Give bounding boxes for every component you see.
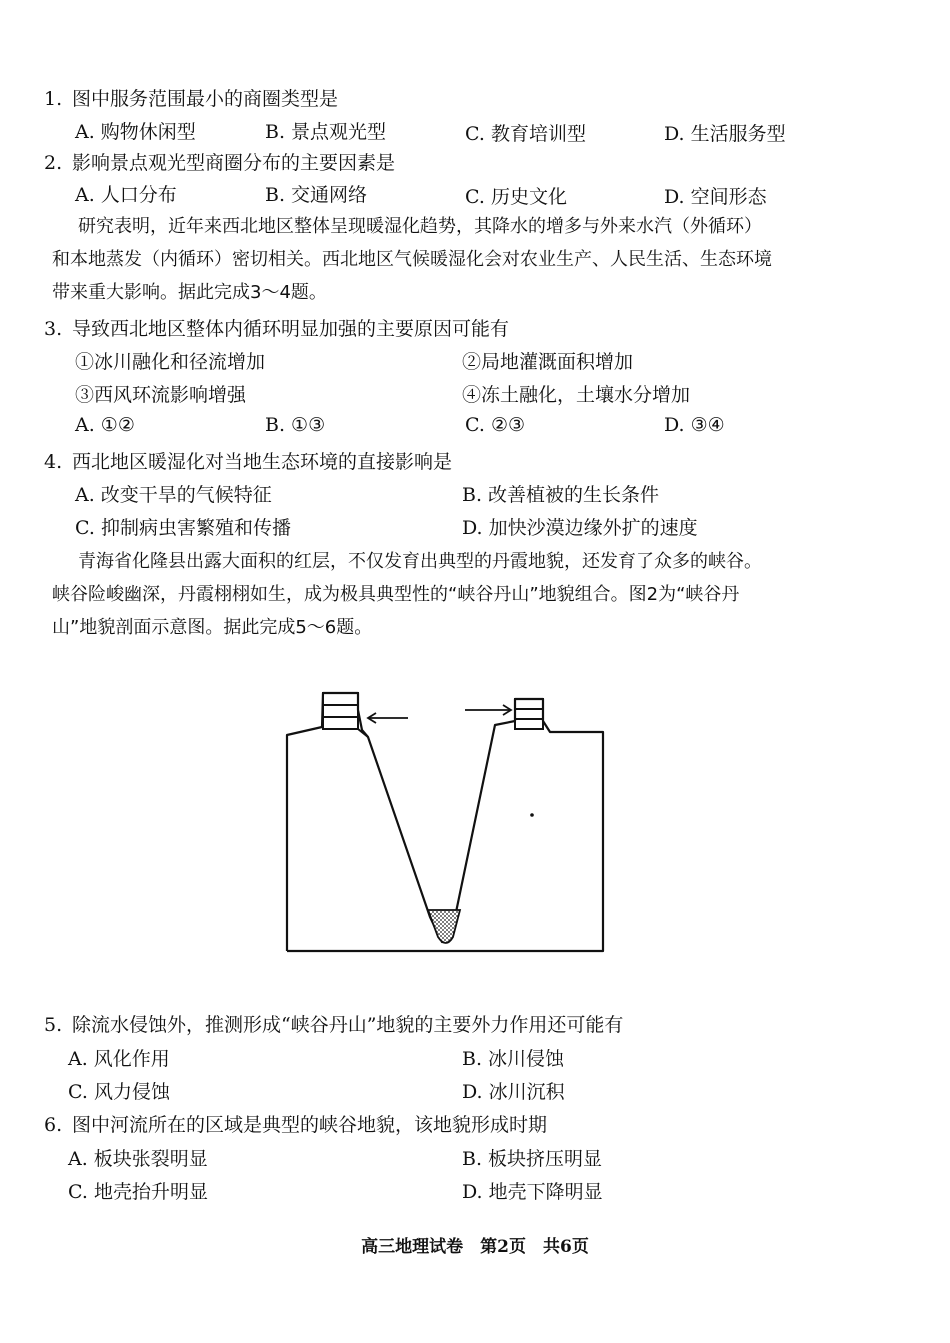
question-text: 图中河流所在的区域是典型的峡谷地貌，该地貌形成时期 [72,1114,548,1136]
passage-line: 和本地蒸发（内循环）密切相关。西北地区气候暖湿化会对农业生产、人民生活、生态环境 [52,249,772,270]
question-1-option-c: C. 教育培训型 [465,123,586,145]
dot-mark [530,813,534,817]
question-5-option-a: A. 风化作用 [68,1048,170,1070]
question-6-option-c: C. 地壳抬升明显 [68,1181,208,1203]
figure-2-canyon-profile [260,655,660,1000]
question-3-option-d: D. ③④ [664,414,725,436]
question-4-option-d: D. 加快沙漠边缘外扩的速度 [462,517,698,539]
question-3-item-4: ④冻土融化，土壤水分增加 [462,384,691,406]
question-text: 图中服务范围最小的商圈类型是 [72,88,339,110]
question-5-option-c: C. 风力侵蚀 [68,1081,170,1103]
question-5-option-b: B. 冰川侵蚀 [462,1048,565,1070]
question-1-option-d: D. 生活服务型 [664,123,786,145]
question-number: 4. [44,451,63,473]
canyon-profile-diagram [260,655,660,1000]
question-3-option-b: B. ①③ [265,414,326,436]
question-2-option-a: A. 人口分布 [75,184,177,206]
question-6-option-b: B. 板块挤压明显 [462,1148,603,1170]
pillar-layer [515,719,543,729]
pillar-layer [515,699,543,709]
question-1-option-a: A. 购物休闲型 [75,121,196,143]
question-text: 导致西北地区整体内循环明显加强的主要原因可能有 [72,318,510,340]
question-3-item-1: ①冰川融化和径流增加 [75,351,266,373]
question-text: 影响景点观光型商圈分布的主要因素是 [72,152,396,174]
question-2-option-d: D. 空间形态 [664,186,767,208]
passage-line: 研究表明，近年来西北地区整体呈现暖湿化趋势，其降水的增多与外来水汽（外循环） [78,216,762,237]
question-5-option-d: D. 冰川沉积 [462,1081,565,1103]
question-text: 西北地区暖湿化对当地生态环境的直接影响是 [72,451,453,473]
pillar-layer [515,709,543,719]
question-text: 除流水侵蚀外，推测形成“峡谷丹山”地貌的主要外力作用还可能有 [72,1014,624,1036]
page-footer: 高三地理试卷 第2页 共6页 [361,1237,589,1257]
question-number: 6. [44,1114,63,1136]
passage-2 [52,545,842,644]
question-3-item-3: ③西风环流影响增强 [75,384,247,406]
mesa-layer [323,705,358,717]
question-1-stem [44,84,338,111]
passage-line: 青海省化隆县出露大面积的红层，不仅发育出典型的丹霞地貌，还发育了众多的峡谷。 [78,551,762,572]
question-4-option-c: C. 抑制病虫害繁殖和传播 [75,517,291,539]
question-1-option-b: B. 景点观光型 [265,121,387,143]
question-6-option-a: A. 板块张裂明显 [68,1148,208,1170]
question-3-item-2: ②局地灌溉面积增加 [462,351,634,373]
question-2-stem [44,148,395,175]
passage-line: 带来重大影响。据此完成3～4题。 [52,282,327,303]
arrow-left-icon [368,713,408,723]
question-6-stem [44,1110,547,1137]
question-3-option-c: C. ②③ [465,414,526,436]
mesa-layer [323,717,358,729]
question-4-option-a: A. 改变干旱的气候特征 [75,484,272,506]
question-3-option-a: A. ①② [75,414,135,436]
question-number: 3. [44,318,63,340]
question-4-option-b: B. 改善植被的生长条件 [462,484,660,506]
river-water [428,910,460,943]
question-number: 2. [44,152,63,174]
question-2-option-b: B. 交通网络 [265,184,368,206]
question-4-stem [44,447,452,474]
mesa-layer [323,693,358,705]
arrow-right-icon [465,705,511,715]
question-number: 1. [44,88,63,110]
question-3-stem [44,314,509,341]
passage-1 [52,210,842,309]
question-6-option-d: D. 地壳下降明显 [462,1181,603,1203]
passage-line: 山”地貌剖面示意图。据此完成5～6题。 [52,617,373,638]
question-number: 5. [44,1014,63,1036]
question-5-stem [44,1010,623,1037]
question-2-option-c: C. 历史文化 [465,186,567,208]
passage-line: 峡谷险峻幽深，丹霞栩栩如生，成为极具典型性的“峡谷丹山”地貌组合。图2为“峡谷丹 [52,584,740,605]
